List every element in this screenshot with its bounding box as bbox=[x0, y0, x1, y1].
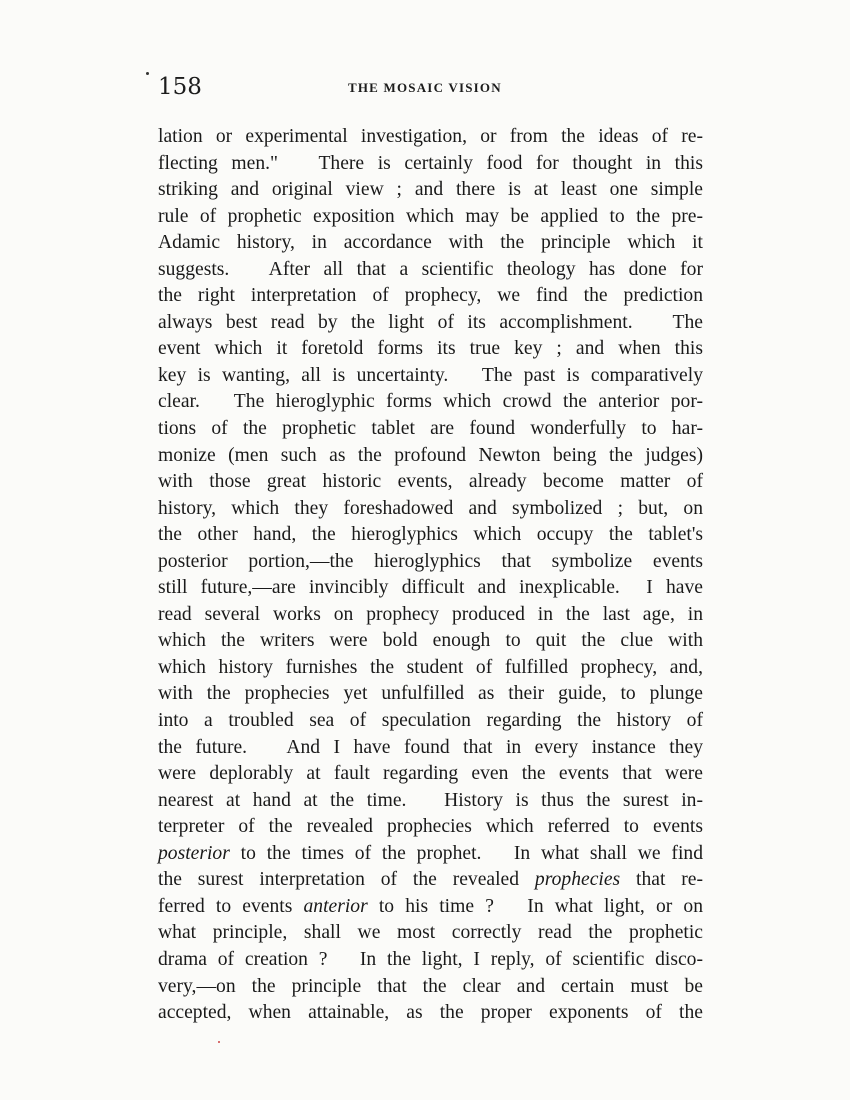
text-segment: that re- bbox=[620, 869, 703, 891]
text-segment: rule of prophetic exposition which may be applied to the pre- bbox=[158, 205, 703, 227]
text-line bbox=[158, 788, 703, 815]
text-line bbox=[158, 469, 703, 496]
text-segment: flecting men." There is certainly food for thought in this bbox=[158, 152, 703, 174]
print-speck bbox=[146, 72, 149, 75]
text-segment: read several works on prophecy produced in the last age, in bbox=[158, 603, 703, 625]
text-line bbox=[158, 151, 703, 178]
text-segment: into a troubled sea of speculation regarding the history of bbox=[158, 710, 703, 732]
italic-text: anterior bbox=[303, 895, 368, 917]
text-line bbox=[158, 124, 703, 151]
text-segment: which the writers were bold enough to quit the clue with bbox=[158, 630, 703, 652]
text-segment: drama of creation ? In the light, I reply, of scientific disco- bbox=[158, 948, 703, 970]
text-line bbox=[158, 336, 703, 363]
text-line bbox=[158, 443, 703, 470]
print-speck bbox=[218, 1041, 220, 1043]
text-segment: event which it foretold forms its true key ; and when this bbox=[158, 338, 703, 360]
text-line bbox=[158, 575, 703, 602]
text-segment: suggests. After all that a scientific theology has done for bbox=[158, 258, 703, 280]
text-segment: monize (men such as the profound Newton being the judges) bbox=[158, 444, 703, 466]
text-segment: were deplorably at fault regarding even the events that were bbox=[158, 763, 703, 785]
running-head: THE MOSAIC VISION bbox=[348, 80, 502, 95]
text-segment: the right interpretation of prophecy, we find the prediction bbox=[158, 285, 703, 307]
text-line bbox=[158, 310, 703, 337]
text-line bbox=[158, 681, 703, 708]
italic-text: posterior bbox=[158, 842, 230, 864]
text-segment: what principle, shall we most correctly read the prophetic bbox=[158, 922, 703, 944]
text-segment: history, which they foreshadowed and symbolized ; but, on bbox=[158, 497, 703, 519]
text-segment: very,—on the principle that the clear and certain must be bbox=[158, 975, 703, 997]
text-segment: to his time ? In what light, or on bbox=[367, 895, 703, 917]
text-line bbox=[158, 416, 703, 443]
text-line bbox=[158, 814, 703, 841]
text-segment: posterior portion,—the hieroglyphics that symbolize events bbox=[158, 550, 703, 572]
text-segment: Adamic history, in accordance with the principle which it bbox=[158, 232, 703, 254]
text-line bbox=[158, 230, 703, 257]
text-line bbox=[158, 496, 703, 523]
text-line bbox=[158, 841, 703, 868]
text-line bbox=[158, 1000, 703, 1027]
text-line bbox=[158, 974, 703, 1001]
text-line bbox=[158, 549, 703, 576]
text-segment: which history furnishes the student of fulfilled prophecy, and, bbox=[158, 656, 703, 678]
page-header bbox=[158, 74, 703, 104]
text-segment: tions of the prophetic tablet are found wonderfully to har- bbox=[158, 418, 703, 440]
text-segment: with those great historic events, already become matter of bbox=[158, 471, 703, 493]
text-line bbox=[158, 735, 703, 762]
text-segment: the future. And I have found that in every instance they bbox=[158, 736, 703, 758]
text-line bbox=[158, 177, 703, 204]
text-line bbox=[158, 947, 703, 974]
text-segment: the surest interpretation of the revealed bbox=[158, 869, 535, 891]
text-segment: terpreter of the revealed prophecies which referred to events bbox=[158, 816, 703, 838]
text-segment: with the prophecies yet unfulfilled as their guide, to plunge bbox=[158, 683, 703, 705]
text-segment: accepted, when attainable, as the proper exponents of the bbox=[158, 1002, 703, 1024]
text-segment: still future,—are invincibly difficult and inexplicable. I have bbox=[158, 577, 703, 599]
text-line bbox=[158, 389, 703, 416]
text-segment: lation or experimental investigation, or from the ideas of re- bbox=[158, 126, 703, 147]
text-segment: nearest at hand at the time. History is thus the surest in- bbox=[158, 789, 703, 811]
text-line bbox=[158, 522, 703, 549]
text-line bbox=[158, 204, 703, 231]
text-line bbox=[158, 602, 703, 629]
text-segment: to the times of the prophet. In what shall we find bbox=[229, 842, 703, 864]
text-segment: key is wanting, all is uncertainty. The past is comparatively bbox=[158, 364, 703, 386]
page-number: 158 bbox=[158, 74, 202, 100]
text-line bbox=[158, 708, 703, 735]
text-line bbox=[158, 283, 703, 310]
text-segment: clear. The hieroglyphic forms which crowd the anterior por- bbox=[158, 391, 703, 413]
text-line bbox=[158, 894, 703, 921]
italic-text: prophecies bbox=[534, 869, 621, 891]
text-segment: always best read by the light of its accomplishment. The bbox=[158, 311, 703, 333]
body-text bbox=[158, 124, 703, 1027]
text-line bbox=[158, 655, 703, 682]
text-line bbox=[158, 257, 703, 284]
text-line bbox=[158, 867, 703, 894]
text-line bbox=[158, 628, 703, 655]
text-segment: striking and original view ; and there is at least one simple bbox=[158, 179, 703, 201]
text-line bbox=[158, 920, 703, 947]
text-line bbox=[158, 761, 703, 788]
text-segment: the other hand, the hieroglyphics which occupy the tablet's bbox=[158, 524, 703, 546]
text-segment: ferred to events bbox=[158, 895, 304, 917]
text-line bbox=[158, 363, 703, 390]
